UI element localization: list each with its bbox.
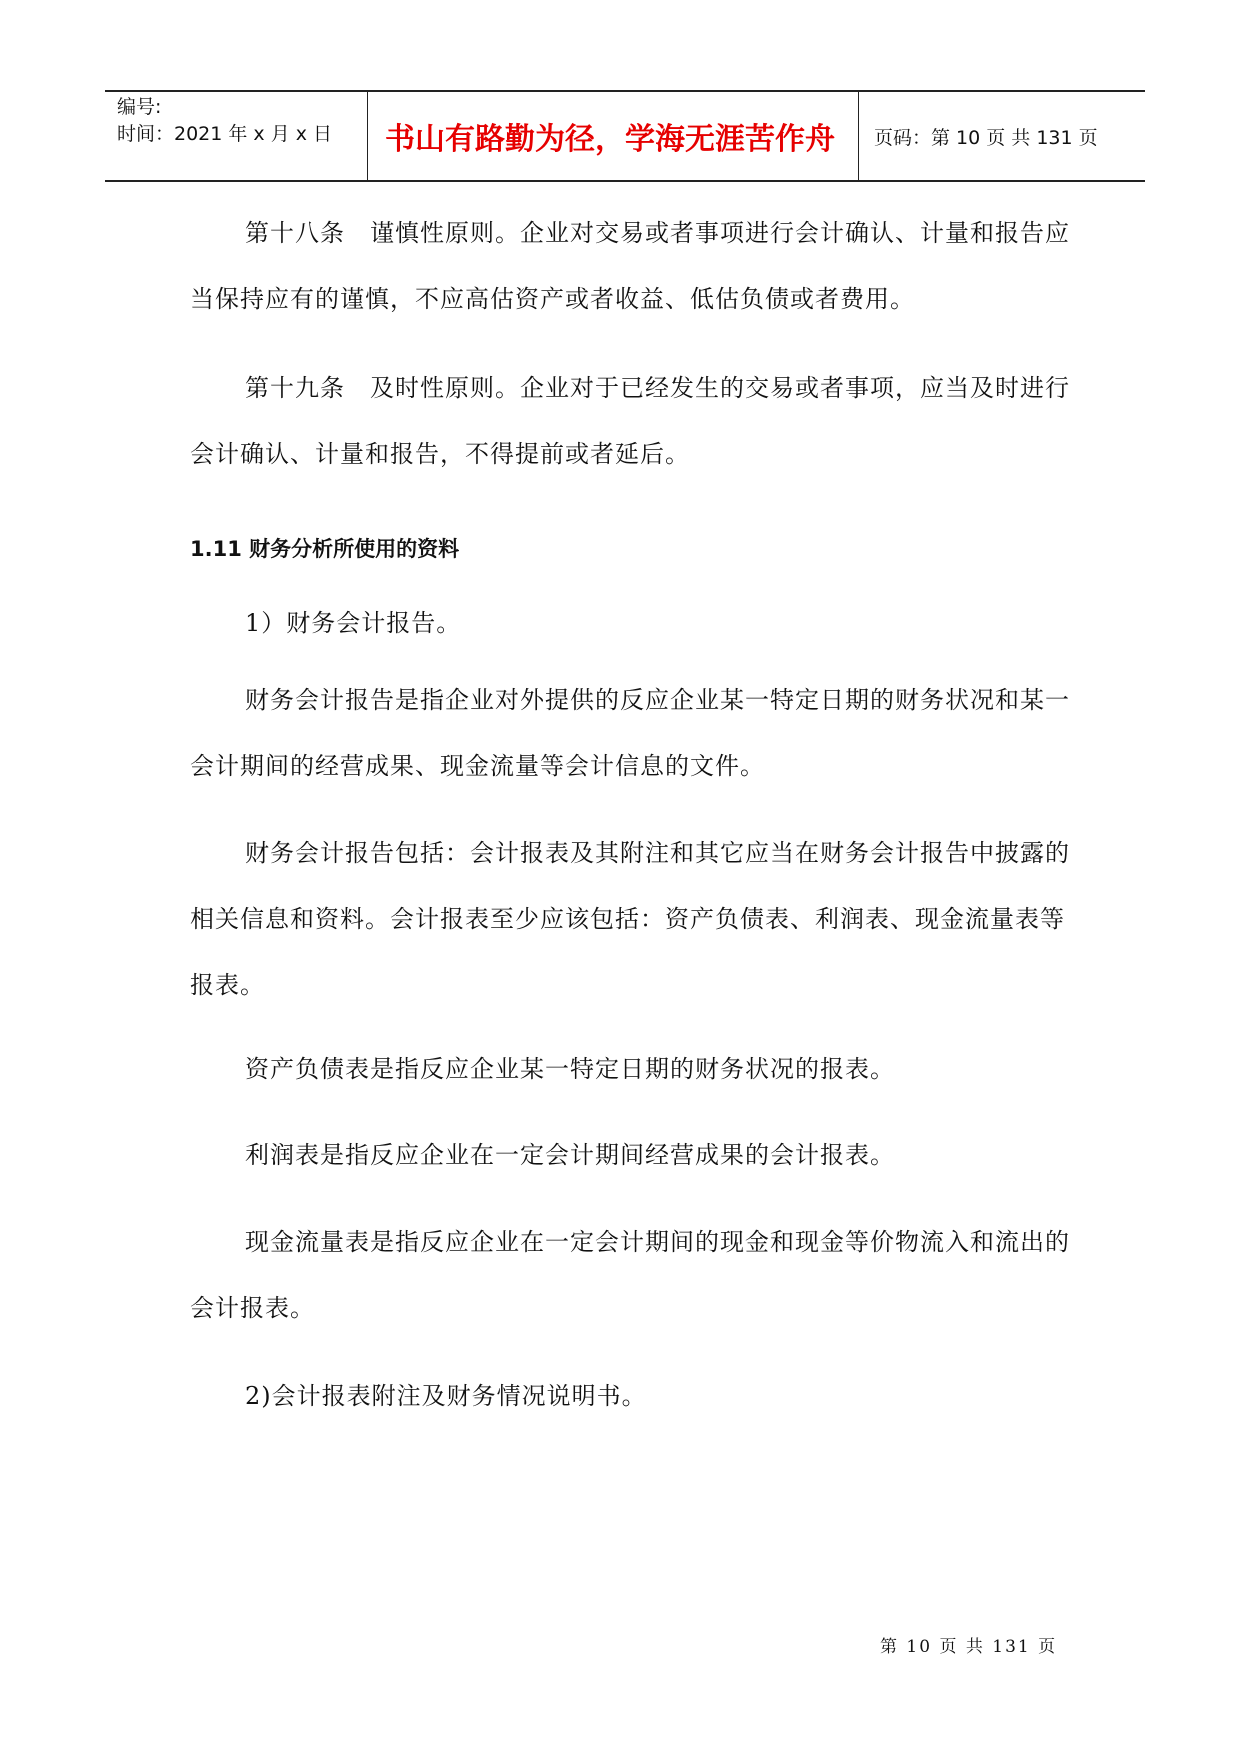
paragraph-report-contents: 财务会计报告包括：会计报表及其附注和其它应当在财务会计报告中披露的相关信息和资料。会计报表至少应该包括：资产负债表、利润表、现金流量表等报表。 — [190, 839, 1070, 999]
paragraph-balance-sheet: 资产负债表是指反应企业某一特定日期的财务状况的报表。 — [245, 1055, 895, 1083]
header-divider-left — [367, 92, 368, 180]
serial-label: 编号: — [117, 96, 162, 118]
paragraph-article-19: 第十九条 及时性原则。企业对于已经发生的交易或者事项，应当及时进行会计确认、计量和报告，不得提前或者延后。 — [190, 374, 1070, 468]
header-divider-right — [858, 92, 859, 180]
paragraph-financial-report: 财务会计报告是指企业对外提供的反应企业某一特定日期的财务状况和某一会计期间的经营成果、现金流量等会计信息的文件。 — [190, 686, 1070, 780]
header-page-info: 页码：第 10 页 共 131 页 — [874, 126, 1098, 149]
paragraph-cash-flow: 现金流量表是指反应企业在一定会计期间的现金和现金等价物流入和流出的会计报表。 — [190, 1228, 1070, 1322]
section-heading: 1.11 财务分析所使用的资料 — [190, 537, 460, 561]
paragraph-item-2: 2)会计报表附注及财务情况说明书。 — [245, 1382, 647, 1410]
header-motto: 书山有路勤为径，学海无涯苦作舟 — [385, 122, 835, 157]
paragraph-item-1: 1）财务会计报告。 — [245, 609, 462, 637]
page-footer: 第 10 页 共 131 页 — [880, 1637, 1058, 1657]
paragraph-article-18: 第十八条 谨慎性原则。企业对交易或者事项进行会计确认、计量和报告应当保持应有的谨慎，不应高估资产或者收益、低估负债或者费用。 — [190, 219, 1070, 313]
time-label: 时间：2021 年 x 月 x 日 — [117, 123, 333, 145]
page-header — [105, 90, 1145, 182]
paragraph-income-statement: 利润表是指反应企业在一定会计期间经营成果的会计报表。 — [245, 1141, 895, 1169]
